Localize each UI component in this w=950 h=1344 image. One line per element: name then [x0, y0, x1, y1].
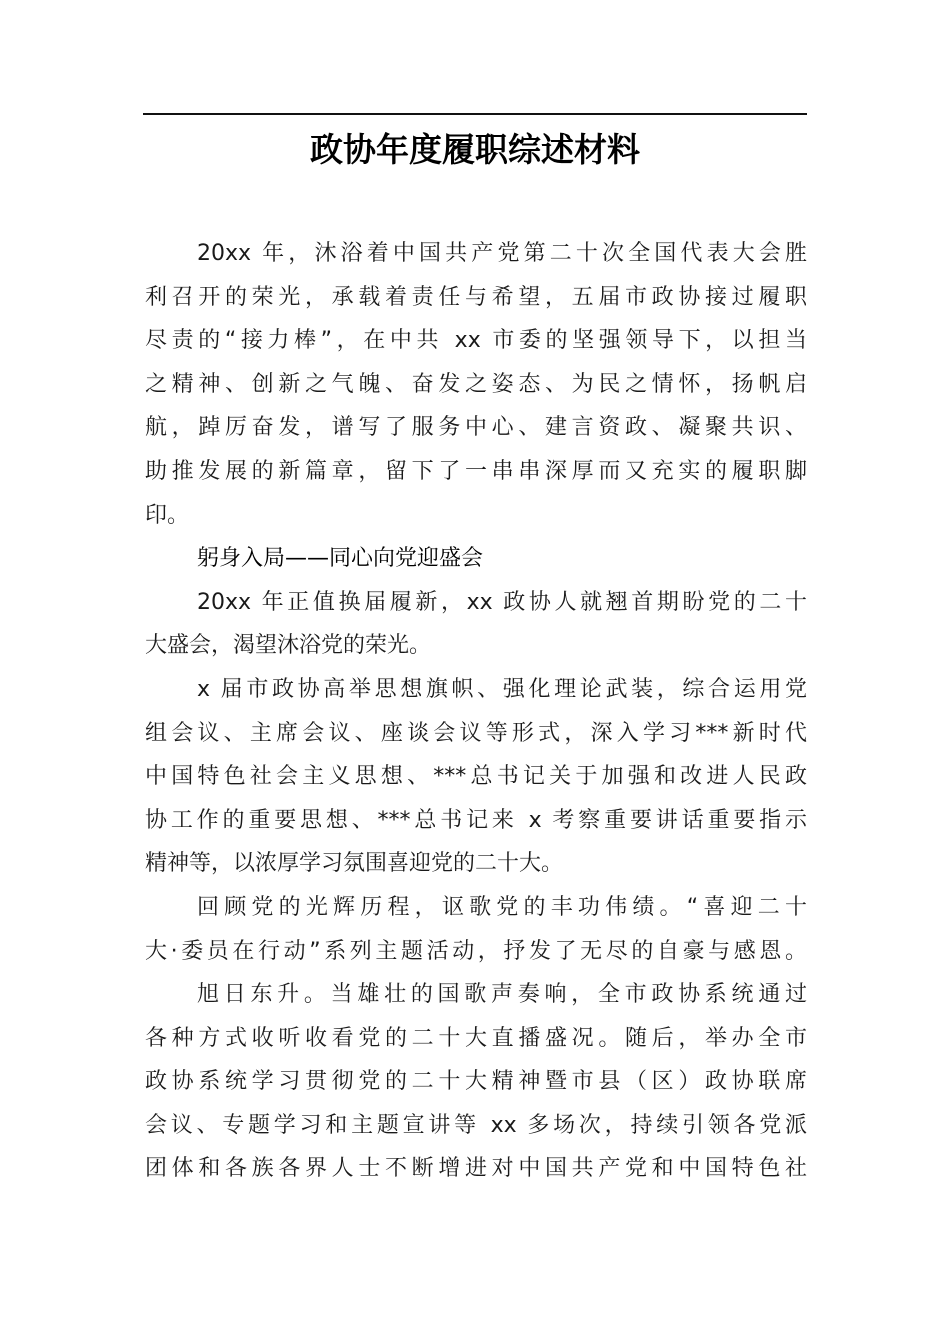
text-line: 尽责的“接力棒”，在中共 xx 市委的坚强领导下，以担当 [145, 328, 807, 354]
text-line: 会议、专题学习和主题宣讲等 xx 多场次，持续引领各党派 [145, 1112, 807, 1138]
text-line: 20xx 年正值换届履新，xx 政协人就翘首期盼党的二十 [197, 589, 807, 615]
text-line: 20xx 年，沐浴着中国共产党第二十次全国代表大会胜 [197, 241, 807, 266]
paragraph-2 [145, 581, 807, 668]
text-line: 政协系统学习贯彻党的二十大精神暨市县（区）政协联席 [145, 1069, 807, 1095]
text-line: 利召开的荣光，承载着责任与希望，五届市政协接过履职 [145, 284, 807, 310]
text-line: 航，踔厉奋发，谱写了服务中心、建言资政、凝聚共识、 [145, 415, 807, 441]
text-line: 协工作的重要思想、***总书记来 x 考察重要讲话重要指示 [145, 807, 807, 833]
section-heading-text: 躬身入局——同心向党迎盛会 [197, 546, 484, 572]
text-line: 大盛会，渴望沐浴党的荣光。 [145, 633, 432, 659]
section-heading [145, 537, 807, 581]
text-line: 各种方式收听收看党的二十大直播盛况。随后，举办全市 [145, 1025, 807, 1051]
paragraph-intro [145, 232, 807, 537]
paragraph-4 [145, 886, 807, 973]
text-line: 回顾党的光辉历程，讴歌党的丰功伟绩。“喜迎二十 [197, 894, 807, 920]
text-line: 之精神、创新之气魄、奋发之姿态、为民之情怀，扬帆启 [145, 371, 807, 397]
text-line: 精神等，以浓厚学习氛围喜迎党的二十大。 [145, 851, 564, 877]
text-line: 旭日东升。当雄壮的国歌声奏响，全市政协系统通过 [197, 982, 807, 1008]
document-body [145, 232, 807, 1191]
text-line: x 届市政协高举思想旗帜、强化理论武装，综合运用党 [197, 676, 807, 702]
document-title: 政协年度履职综述材料 [310, 130, 640, 169]
text-line: 大·委员在行动”系列主题活动，抒发了无尽的自豪与感恩。 [145, 938, 807, 964]
paragraph-5 [145, 973, 807, 1191]
text-line: 印。 [145, 502, 190, 528]
text-line: 中国特色社会主义思想、***总书记关于加强和改进人民政 [145, 764, 807, 790]
text-line: 团体和各族各界人士不断增进对中国共产党和中国特色社 [145, 1156, 807, 1182]
text-line: 助推发展的新篇章，留下了一串串深厚而又充实的履职脚 [145, 458, 807, 484]
header-rule [143, 113, 807, 115]
paragraph-3 [145, 668, 807, 886]
text-line: 组会议、主席会议、座谈会议等形式，深入学习***新时代 [145, 720, 807, 746]
